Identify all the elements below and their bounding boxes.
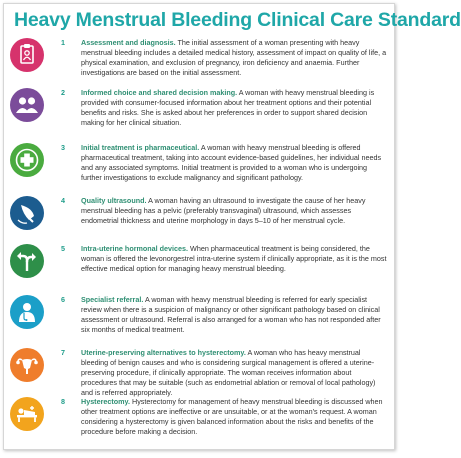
direction-arrows-icon	[10, 244, 44, 278]
item-number: 7	[61, 348, 65, 357]
item-heading: Specialist referral.	[81, 295, 144, 304]
item-body: A woman with heavy menstrual bleeding is provided with consumer-focused information about her treatment options and their potential benefits and risks. She is asked about her preferences in order to support shared decision making for her clinical situation.	[81, 88, 375, 127]
item-text	[81, 348, 387, 398]
item-number: 6	[61, 295, 65, 304]
item-text	[81, 88, 387, 128]
medical-cross-icon	[10, 143, 44, 177]
uterus-icon	[10, 348, 44, 382]
item-heading: Informed choice and shared decision making.	[81, 88, 238, 97]
item-number: 2	[61, 88, 65, 97]
item-heading: Intra-uterine hormonal devices.	[81, 244, 189, 253]
page-title: Heavy Menstrual Bleeding Clinical Care Standard	[14, 9, 461, 31]
hospital-bed-icon	[10, 397, 44, 431]
ultrasound-probe-icon	[10, 196, 44, 230]
item-heading: Assessment and diagnosis.	[81, 38, 176, 47]
item-text	[81, 244, 387, 274]
item-number: 4	[61, 196, 65, 205]
doctor-icon	[10, 295, 44, 329]
item-body: Hysterectomy for management of heavy menstrual bleeding is discussed when other treatment options are ineffective or are unsuitable, or at the woman's request. A woman considering a hysterectomy is given balanced information about the risks and benefits of the procedure before making a decision.	[81, 397, 383, 436]
item-body: A woman who has heavy menstrual bleeding of benign causes and who is considering surgical management is offered a uterine-preserving procedure, if clinically appropriate. The woman receives information about procedures that may be suitable (such as endometrial ablation or removal of local pathology) and is referred appropriately.	[81, 348, 376, 397]
item-heading: Initial treatment is pharmaceutical.	[81, 143, 200, 152]
item-text	[81, 38, 387, 78]
care-standard-page	[3, 3, 461, 450]
item-text	[81, 196, 387, 226]
item-number: 1	[61, 38, 65, 47]
clipboard-icon	[10, 38, 44, 72]
item-text	[81, 295, 387, 335]
item-body: The initial assessment of a woman presenting with heavy menstrual bleeding includes a detailed medical history, assessment of impact on quality of life, a physical examination, and exclusion of pregnancy, iron deficiency and anaemia. Further investigations are based on the initial assessment.	[81, 38, 387, 77]
item-body: A woman with heavy menstrual bleeding is offered pharmaceutical treatment, taking into account evidence-based guidelines, her individual needs and any associated symptoms. Initial treatment is provided to a woman who is undergoing further investigations to exclude malignancy and significant pathology.	[81, 143, 382, 182]
item-number: 8	[61, 397, 65, 406]
item-body: A woman with heavy menstrual bleeding is referred for early specialist review when there is a suspicion of malignancy or other significant pathology based on clinical assessment or ultrasound. Referral is also arranged for a woman who has not responded after six months of medical treatment.	[81, 295, 381, 334]
item-number: 3	[61, 143, 65, 152]
people-icon	[10, 88, 44, 122]
item-number: 5	[61, 244, 65, 253]
item-body: When pharmaceutical treatment is being considered, the woman is offered the levonorgestrel intra-uterine system if clinically appropriate, as it is the most effective medical option for managing heavy menstrual bleeding.	[81, 244, 387, 273]
item-text	[81, 143, 387, 183]
item-text	[81, 397, 387, 437]
item-heading: Hysterectomy.	[81, 397, 131, 406]
item-body: A woman having an ultrasound to investigate the cause of her heavy menstrual bleeding has a pelvic (preferably transvaginal) ultrasound, which assesses endometrial thickness and uterine morphology in days 5–10 of her menstrual cycle.	[81, 196, 366, 225]
item-heading: Quality ultrasound.	[81, 196, 147, 205]
item-heading: Uterine-preserving alternatives to hysterectomy.	[81, 348, 246, 357]
